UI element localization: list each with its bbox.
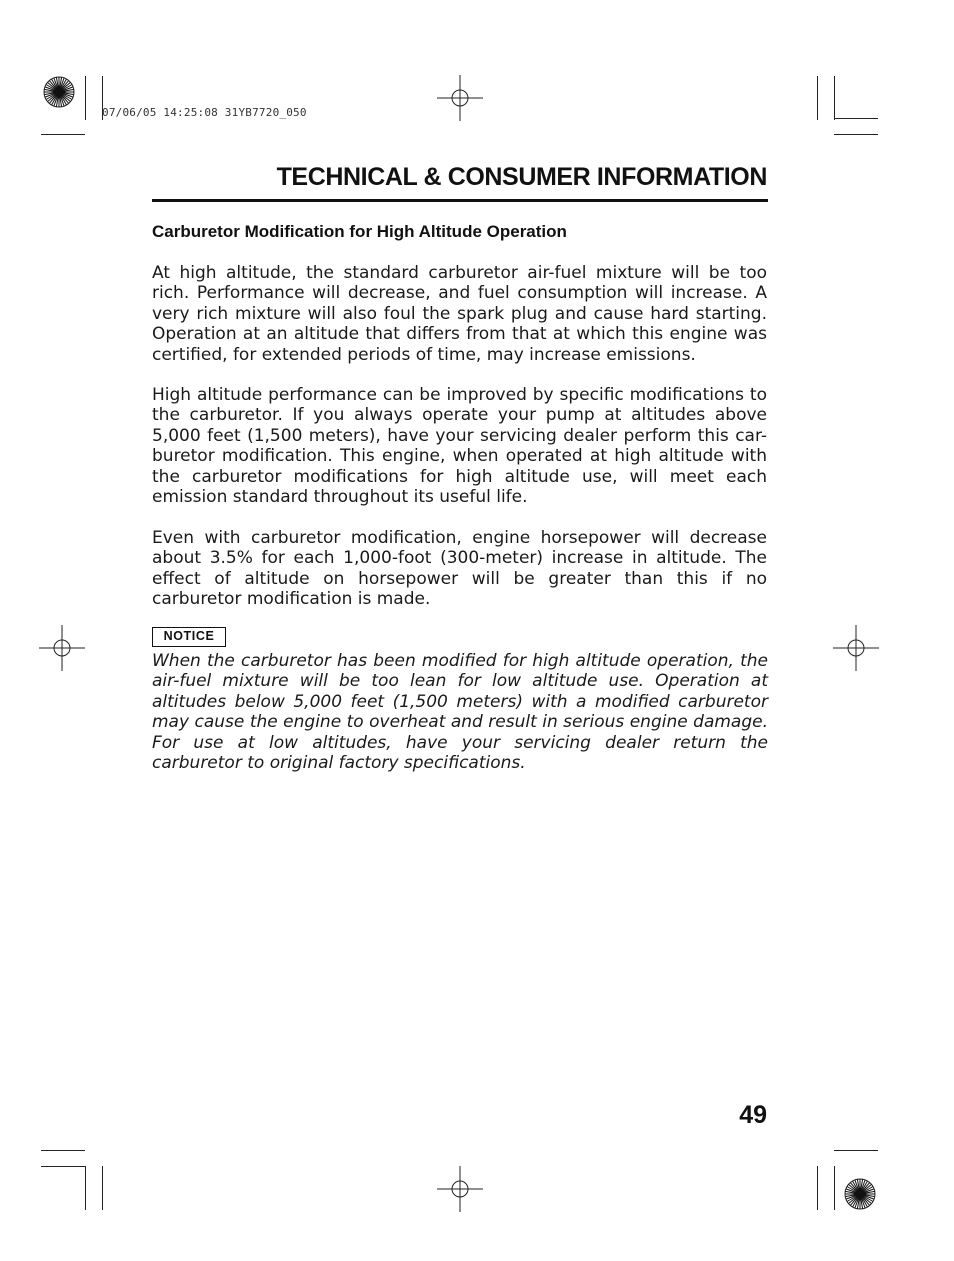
crop-mark [41,1166,85,1167]
crop-mark [41,134,85,135]
article-heading: Carburetor Modification for High Altitude Operation [152,222,567,241]
crop-mark [834,134,878,135]
starburst-registration-icon [844,1178,876,1210]
crop-mark [834,1166,835,1210]
print-slug: 07/06/05 14:25:08 31YB7720_050 [102,106,307,119]
crop-mark [102,1166,103,1210]
notice-text: When the carburetor has been modified for high altitude operation, the air-fuel mixture will be too lean for low altitude use. Operation at altitudes below 5,000 feet (1,500 meters) with a modified carburetor may cause the engine to overheat and result in serious engine damage. For use at low altitudes, have your servicing dealer return the carburetor to original factory specifications. [152,651,768,774]
paragraph: At high altitude, the standard carburetor air-fuel mixture will be too rich. Performance will decrease, and fuel consumption will increase. A very rich mixture will also foul the spark plug and cause hard starting. Operation at an altitude that differs from that at which this engine was certified, for extended periods of time, may increase emissions. [152,263,767,365]
crop-mark [85,76,86,120]
registration-crosshair-icon [833,625,879,671]
crop-mark [817,76,818,120]
crop-mark [834,1150,878,1151]
registration-crosshair-icon [437,75,483,121]
header-rule [152,199,768,202]
crop-mark [817,1166,818,1210]
paragraph: Even with carburetor modification, engine horsepower will decrease about 3.5% for each 1,000-foot (300-meter) increase in altitude. The effect of altitude on horsepower will be greater than this if no carburetor modification is made. [152,528,767,610]
registration-crosshair-icon [437,1166,483,1212]
notice-label: NOTICE [152,627,226,647]
section-title: TECHNICAL & CONSUMER INFORMATION [276,163,767,191]
crop-mark [85,1166,86,1210]
registration-crosshair-icon [39,625,85,671]
starburst-registration-icon [43,76,75,108]
crop-mark [834,118,878,119]
paragraph: High altitude performance can be improved by specific modifications to the carburetor. If you always operate your pump at altitudes above 5,000 feet (1,500 meters), have your servicing dealer perform this car-buretor modification. This engine, when operated at high altitude with the carburetor modifications for high altitude use, will meet each emission standard throughout its useful life. [152,385,767,508]
crop-mark [41,1150,85,1151]
page-number: 49 [739,1101,767,1129]
crop-mark [834,76,835,120]
